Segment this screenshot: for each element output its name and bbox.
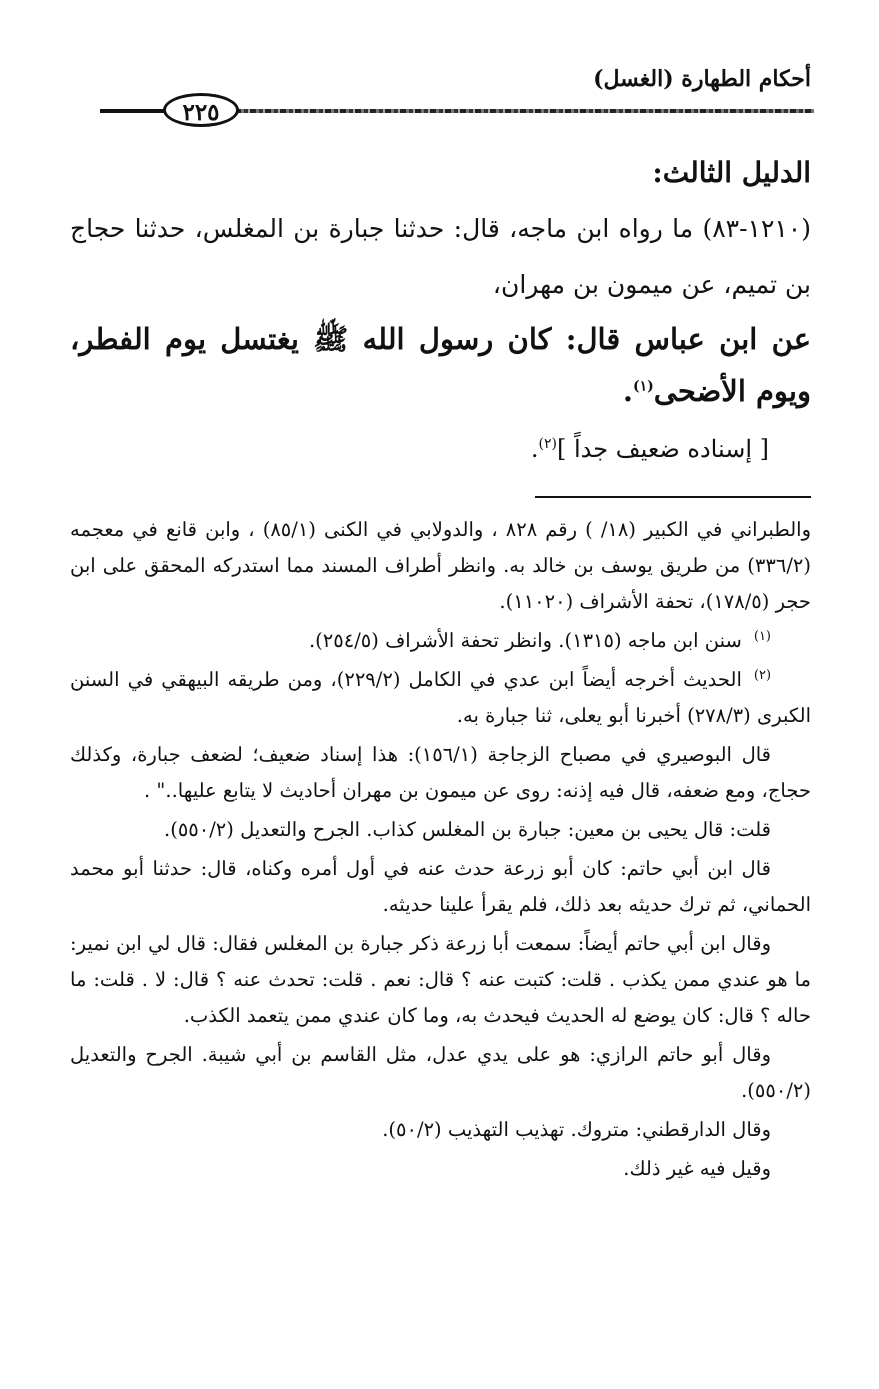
footnote-2 — [70, 662, 811, 734]
footnotes — [70, 512, 811, 1190]
isnad-line-1: (١٢١٠-٨٣) ما رواه ابن ماجه، قال: حدثنا جبارة بن المغلس، حدثنا — [134, 214, 811, 243]
footnote-2-text: الحديث أخرجه أيضاً ابن عدي في الكامل (٢٢٩/٢)، ومن طريقه البيهقي في السنن الكبرى (٢٧٨/٣) أخبرنا أبو يعلى، ثنا جبارة به. — [70, 668, 811, 727]
footnote-1 — [70, 623, 811, 659]
footnote-paragraph-busiri: قال البوصيري في مصباح الزجاجة (١٥٦/١): هذا إسناد ضعيف؛ لضعف جبارة، وكذلك حجاج، ومع ضعفه، قال فيه إذنه: روى عن ميمون بن مهران أحاديث لا يتابع عليها.." . — [70, 743, 811, 802]
footnote-ref-1: (١) — [632, 378, 654, 395]
hadith-matn: عن ابن عباس قال: كان رسول الله ﷺ يغتسل يوم الفطر، ويوم الأضحى — [70, 322, 811, 408]
grading-text: [ إسناده ضعيف جداً ] — [557, 435, 769, 463]
footnote-paragraph-daraqutni: وقال الدارقطني: متروك. تهذيب التهذيب (٥٠/٢). — [382, 1118, 771, 1141]
footnote-paragraph-other: وقيل فيه غير ذلك. — [623, 1157, 771, 1180]
running-title: أحكام الطهارة (الغسل) — [593, 66, 811, 92]
footnote-ref-2: (٢) — [538, 436, 558, 452]
footnote-separator — [535, 496, 811, 498]
footnote-continuation: والطبراني في الكبير (١٨/ ) رقم ٨٢٨ ، والدولابي في الكنى (٨٥/١) ، وابن قانع في معجمه (٣٣٦/٢) من طريق يوسف بن خالد به. وانظر أطراف المسند مما استدركه المحقق على ابن حجر (١٧٨/٥)، تحفة الأشراف (١١٠٢٠). — [70, 518, 811, 613]
grading — [70, 419, 769, 479]
footnote-paragraph-abi-hatim: قال ابن أبي حاتم: كان أبو زرعة حدث عنه في أول أمره وكناه، قال: حدثنا أبو محمد الحماني، ثم ترك حديثه بعد ذلك، فلم يقرأ علينا حديثه. — [70, 857, 811, 916]
section-heading: الدليل الثالث: — [652, 156, 811, 189]
grading-end: . — [530, 435, 539, 463]
isnad-line-2: حجاج بن تميم، عن ميمون بن مهران، — [70, 214, 811, 299]
main-text — [70, 145, 811, 479]
footnote-paragraph-qultu: قلت: قال يحيى بن معين: جبارة بن المغلس كذاب. الجرح والتعديل (٥٥٠/٢). — [164, 818, 771, 841]
footnote-2-mark: (٢) — [753, 667, 772, 683]
footnote-1-text: سنن ابن ماجه (١٣١٥). وانظر تحفة الأشراف (٢٥٤/٥). — [308, 629, 742, 652]
hadith-end: . — [622, 374, 633, 408]
hadith-text — [70, 313, 811, 417]
page-number: ٢٢٥ — [163, 93, 239, 127]
header-rule-left — [100, 109, 170, 113]
footnote-paragraph-abi-hatim-2: وقال ابن أبي حاتم أيضاً: سمعت أبا زرعة ذكر جبارة بن المغلس فقال: قال لي ابن نمير: ما هو عندي ممن يكذب . قلت: كتبت عنه ؟ قال: نعم . قلت: تحدث عنه ؟ قال: لا . قلت: ما حاله ؟ قال: كان يوضع له الحديث فيحدث به، وما كان عندي ممن يتعمد الكذب. — [70, 932, 811, 1027]
footnote-1-mark: (١) — [753, 628, 771, 644]
footnote-paragraph-razi: وقال أبو حاتم الرازي: هو على يدي عدل، مثل القاسم بن أبي شيبة. الجرح والتعديل (٥٥٠/٢). — [70, 1043, 811, 1102]
isnad-paragraph — [70, 201, 811, 313]
